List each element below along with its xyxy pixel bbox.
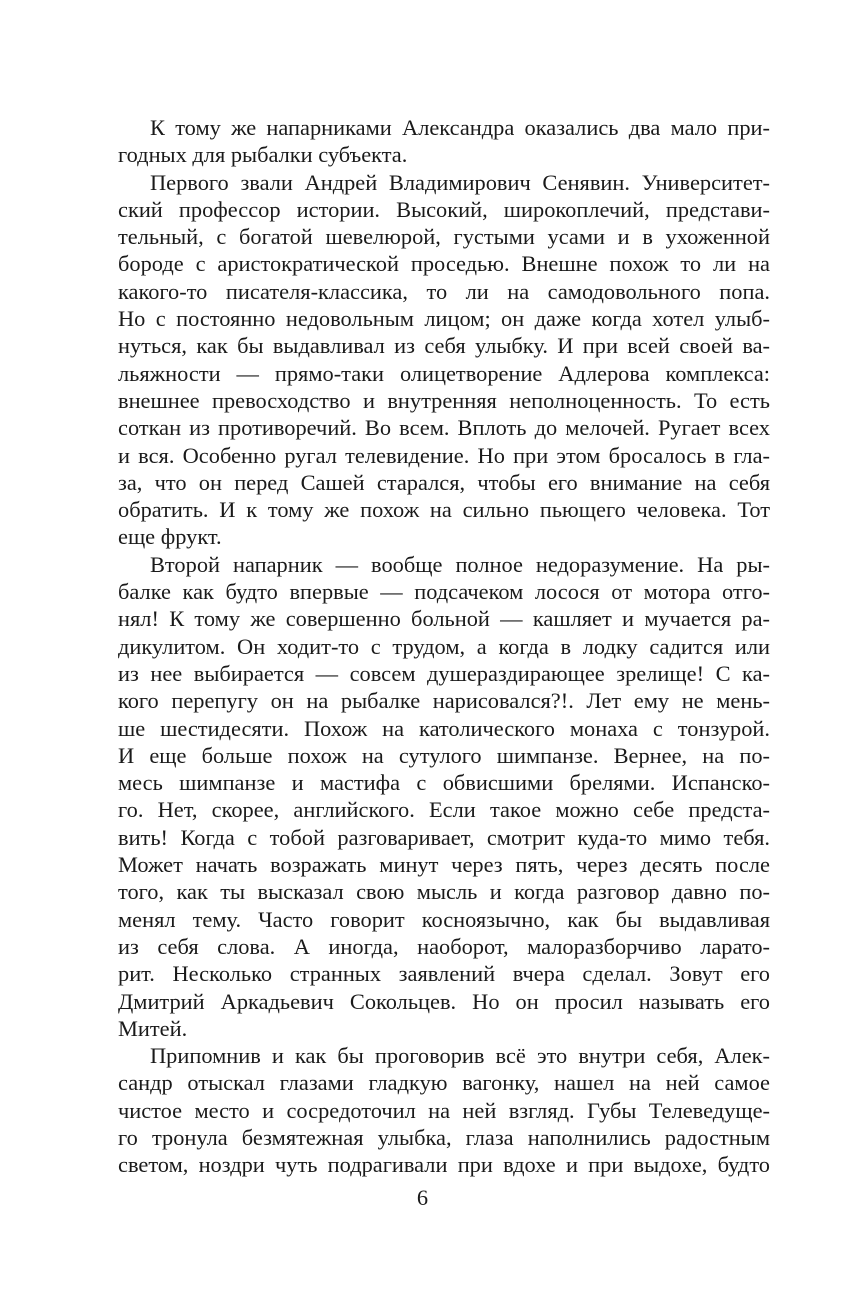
text-line: светом, ноздри чуть подрагивали при вдохе и при выдохе, будто [118,1152,770,1178]
text-line: рит. Несколько странных заявлений вчера сделал. Зовут его [118,961,770,987]
text-line: месь шимпанзе и мастифа с обвисшими брелями. Испанско- [118,770,770,796]
text-line: Припомнив и как бы проговорив всё это внутри себя, Алек- [150,1043,770,1069]
paragraph [118,114,770,169]
body-text [118,114,770,1179]
text-line: за, что он перед Сашей старался, чтобы его внимание на себя [118,469,770,495]
text-line: чистое место и сосредоточил на ней взгляд. Губы Телеведуще- [118,1097,770,1123]
text-line: из нее выбирается — совсем душераздирающее зрелище! С ка- [118,660,770,686]
paragraph [118,551,770,1042]
text-line: льяжности — прямо-таки олицетворение Адлерова комплекса: [118,360,770,386]
text-line: Но с постоянно недовольным лицом; он даже когда хотел улыб- [118,306,770,332]
text-line: Дмитрий Аркадьевич Сокольцев. Но он просил называть его [118,988,770,1014]
text-line: бороде с аристократической проседью. Внешне похож то ли на [118,251,770,277]
text-line: И еще больше похож на сутулого шимпанзе. Вернее, на по- [118,742,770,768]
text-line: годных для рыбалки субъекта. [118,142,408,168]
text-line: Второй напарник — вообще полное недоразумение. На ры- [150,551,770,577]
text-line: Митей. [118,1015,188,1041]
text-line: ский профессор истории. Высокий, широкоплечий, представи- [118,196,770,222]
text-line: Может начать возражать минут через пять, через десять после [118,852,770,878]
text-line: К тому же напарниками Александра оказались два мало при- [150,115,770,140]
text-line: вить! Когда с тобой разговаривает, смотрит куда-то мимо тебя. [118,824,770,850]
text-line: Первого звали Андрей Владимирович Сенявин. Университет- [150,169,770,195]
text-line: соткан из противоречий. Во всем. Вплоть до мелочей. Ругает всех [118,415,770,441]
text-line: еще фрукт. [118,524,222,550]
text-line: балке как будто впервые — подсачеком лосося от мотора отго- [118,579,770,605]
text-line: и вся. Особенно ругал телевидение. Но при этом бросалось в гла- [118,442,770,468]
text-line: из себя слова. А иногда, наоборот, малоразборчиво ларато- [118,933,770,959]
text-line: внешнее превосходство и внутренняя неполноценность. То есть [118,387,770,413]
text-line: дикулитом. Он ходит-то с трудом, а когда в лодку садится или [118,633,770,659]
paragraph [118,1042,770,1178]
text-line: сандр отыскал глазами гладкую вагонку, нашел на ней самое [118,1070,770,1096]
text-line: какого-то писателя-классика, то ли на самодовольного попа. [118,278,770,304]
text-line: кого перепугу он на рыбалке нарисовался?!. Лет ему не мень- [118,688,770,714]
text-line: ше шестидесяти. Похож на католического монаха с тонзурой. [118,715,770,741]
text-line: го тронула безмятежная улыбка, глаза наполнились радостным [118,1124,770,1150]
text-line: нял! К тому же совершенно больной — кашляет и мучается ра- [118,606,770,632]
text-line: обратить. И к тому же похож на сильно пьющего человека. Тот [118,497,770,523]
paragraph [118,169,770,551]
text-line: тельный, с богатой шевелюрой, густыми усами и в ухоженной [118,224,770,250]
page-number: 6 [416,1185,429,1210]
text-line: нуться, как бы выдавливал из себя улыбку. И при всей своей ва- [118,333,770,359]
text-line: того, как ты высказал свою мысль и когда разговор давно по- [118,879,770,905]
text-line: го. Нет, скорее, английского. Если такое можно себе предста- [118,797,770,823]
text-line: менял тему. Часто говорит косноязычно, как бы выдавливая [118,906,770,932]
